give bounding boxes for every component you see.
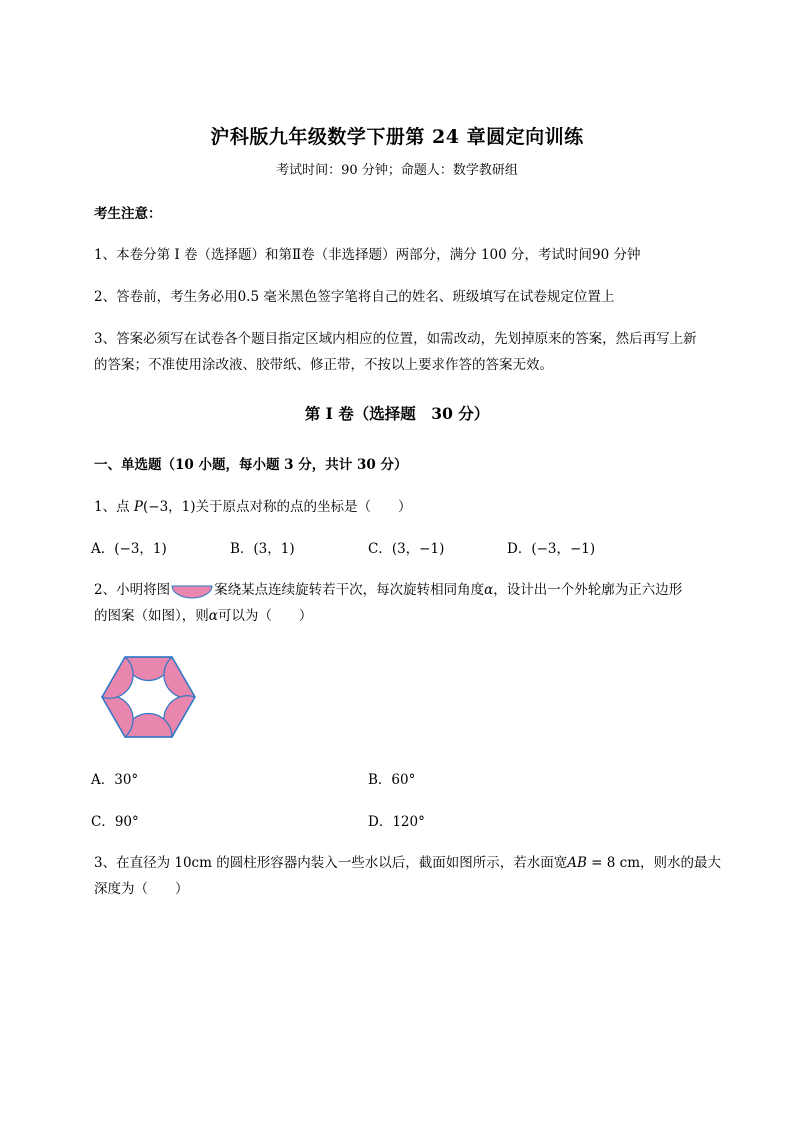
q1-option-b: B．(3，1)	[230, 541, 295, 557]
question-3-line-2: 深度为（ ）	[94, 881, 189, 897]
hexagon-figure	[98, 654, 198, 740]
q2-option-c: C．90°	[91, 814, 139, 830]
question-2-line-2	[94, 604, 312, 624]
q2-text-d: 的图案（如图），则	[94, 608, 209, 624]
q1-option-c: C．(3，−1)	[368, 541, 445, 557]
exam-info: 考试时间：90 分钟；命题人：数学教研组	[276, 163, 518, 178]
q3-text-a: 3、在直径为 10cm 的圆柱形容器内装入一些水以后，截面如图所示，若水面宽	[94, 855, 568, 871]
question-3-line-1	[94, 851, 721, 871]
q1-pre: 1、点	[94, 499, 134, 515]
question-1	[94, 495, 412, 515]
q1-option-a: A．(−3，1)	[91, 541, 167, 557]
notice-item-1: 1、本卷分第 I 卷（选择题）和第Ⅱ卷（非选择题）两部分，满分 100 分，考试时间90 分钟	[94, 247, 641, 263]
q2-text-e: 可以为（ ）	[217, 608, 313, 624]
q2-option-a: A．30°	[91, 772, 139, 788]
section-title: 第 I 卷（选择题 30 分）	[304, 404, 490, 423]
q2-text-a: 2、小明将图	[94, 582, 171, 598]
q1-var-p: P	[133, 499, 143, 515]
q2-text-c: ，设计出一个外轮廓为正六边形	[493, 582, 683, 598]
q2-alpha: α	[484, 582, 494, 598]
q3-text-b: = 8 cm，则水的最大	[586, 855, 722, 871]
q2-option-b: B．60°	[368, 772, 416, 788]
page-title: 沪科版九年级数学下册第 24 章圆定向训练	[210, 126, 584, 148]
notice-item-3: 3、答案必须写在试卷各个题目指定区域内相应的位置，如需改动，先划掉原来的答案，然后再写上新	[94, 331, 697, 347]
q3-var-ab: AB	[567, 855, 587, 871]
part-heading: 一、单选题（10 小题，每小题 3 分，共计 30 分）	[94, 457, 408, 473]
question-2-line-1	[94, 578, 682, 600]
q1-post: (−3，1)关于原点对称的点的坐标是（ ）	[142, 499, 412, 515]
q2-option-d: D．120°	[368, 814, 425, 830]
q2-alpha-2: α	[208, 608, 218, 624]
q1-option-d: D．(−3，−1)	[507, 541, 596, 557]
notice-item-3-cont: 的答案；不准使用涂改液、胶带纸、修正带，不按以上要求作答的答案无效。	[94, 357, 553, 373]
notice-item-2: 2、答卷前，考生务必用0.5 毫米黑色签字笔将自己的姓名、班级填写在试卷规定位置上	[94, 289, 615, 305]
petal-shape-icon	[171, 582, 213, 600]
q2-text-b: 案绕某点连续旋转若干次，每次旋转相同角度	[214, 582, 485, 598]
notice-heading: 考生注意：	[94, 206, 162, 222]
